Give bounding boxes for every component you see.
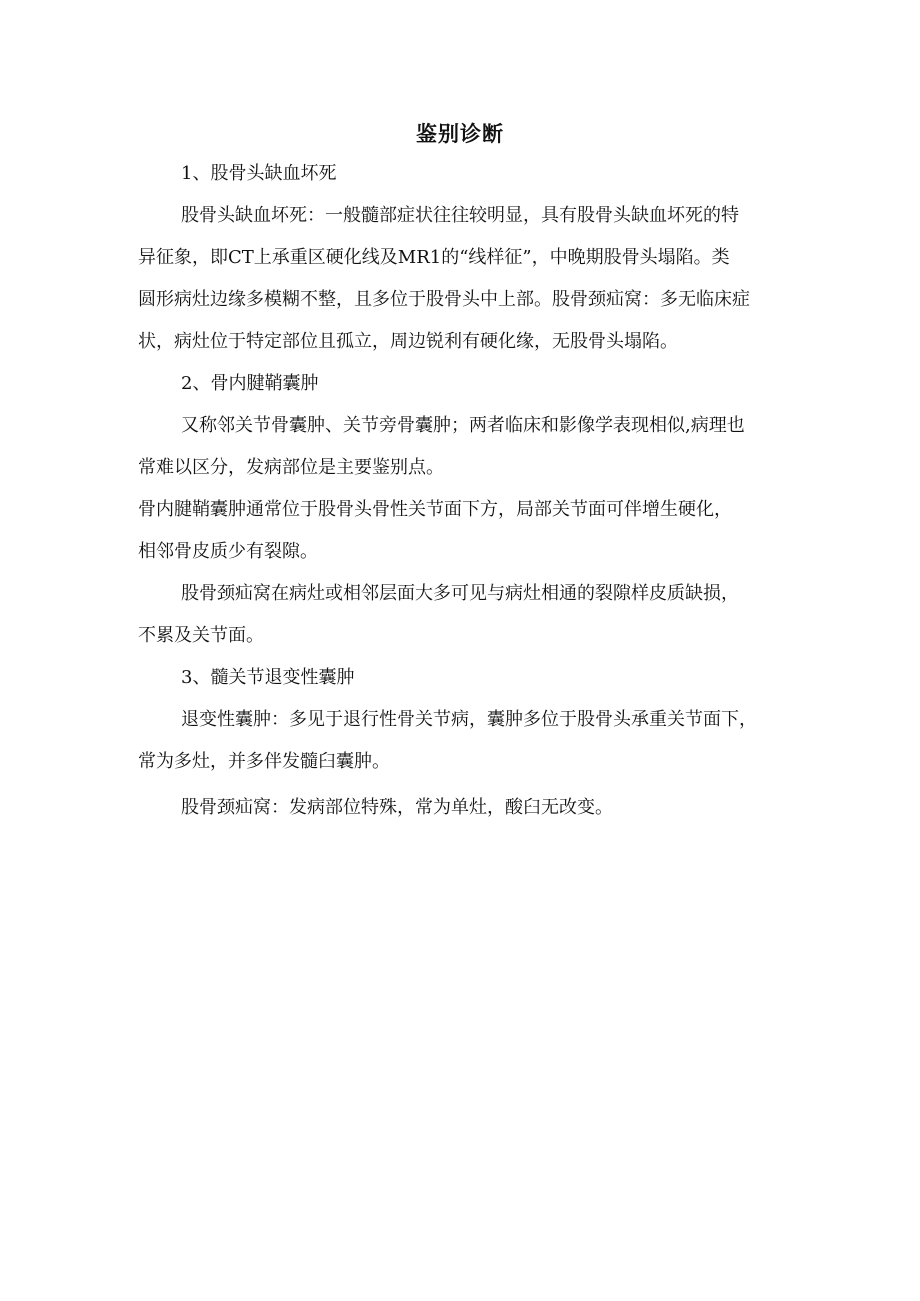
paragraph-line: 常难以区分，发病部位是主要鉴别点。 — [138, 457, 444, 478]
paragraph-line: 退变性囊肿：多见于退行性骨关节病，囊肿多位于股骨头承重关节面下， — [181, 709, 757, 730]
section-heading-3: 3、髓关节退变性囊肿 — [181, 667, 355, 688]
paragraph-line: 又称邻关节骨囊肿、关节旁骨囊肿；两者临床和影像学表现相似,病理也 — [181, 415, 745, 436]
paragraph-line: 股骨颈疝窝：发病部位特殊，常为单灶，酸臼无改变。 — [181, 797, 613, 818]
section-heading-1: 1、股骨头缺血坏死 — [181, 163, 337, 184]
section-heading-2: 2、骨内腱鞘囊肿 — [181, 373, 319, 394]
paragraph-line: 圆形病灶边缘多模糊不整，且多位于股骨头中上部。股骨颈疝窝：多无临床症 — [138, 289, 750, 310]
paragraph-line: 相邻骨皮质少有裂隙。 — [138, 541, 318, 562]
paragraph-line: 异征象，即CT上承重区硬化线及MR1的“线样征”，中晚期股骨头塌陷。类 — [138, 247, 730, 268]
paragraph-line: 股骨颈疝窝在病灶或相邻层面大多可见与病灶相通的裂隙样皮质缺损， — [181, 583, 739, 604]
paragraph-line: 骨内腱鞘囊肿通常位于股骨头骨性关节面下方，局部关节面可伴增生硬化， — [138, 499, 732, 520]
paragraph-line: 状，病灶位于特定部位且孤立，周边锐利有硬化缘，无股骨头塌陷。 — [138, 331, 678, 352]
paragraph-line: 股骨头缺血坏死：一般髓部症状往往较明显，具有股骨头缺血坏死的特 — [181, 205, 739, 226]
page-title: 鉴别诊断 — [416, 122, 504, 146]
paragraph-line: 不累及关节面。 — [138, 625, 264, 646]
paragraph-line: 常为多灶，并多伴发髓臼囊肿。 — [138, 751, 390, 772]
